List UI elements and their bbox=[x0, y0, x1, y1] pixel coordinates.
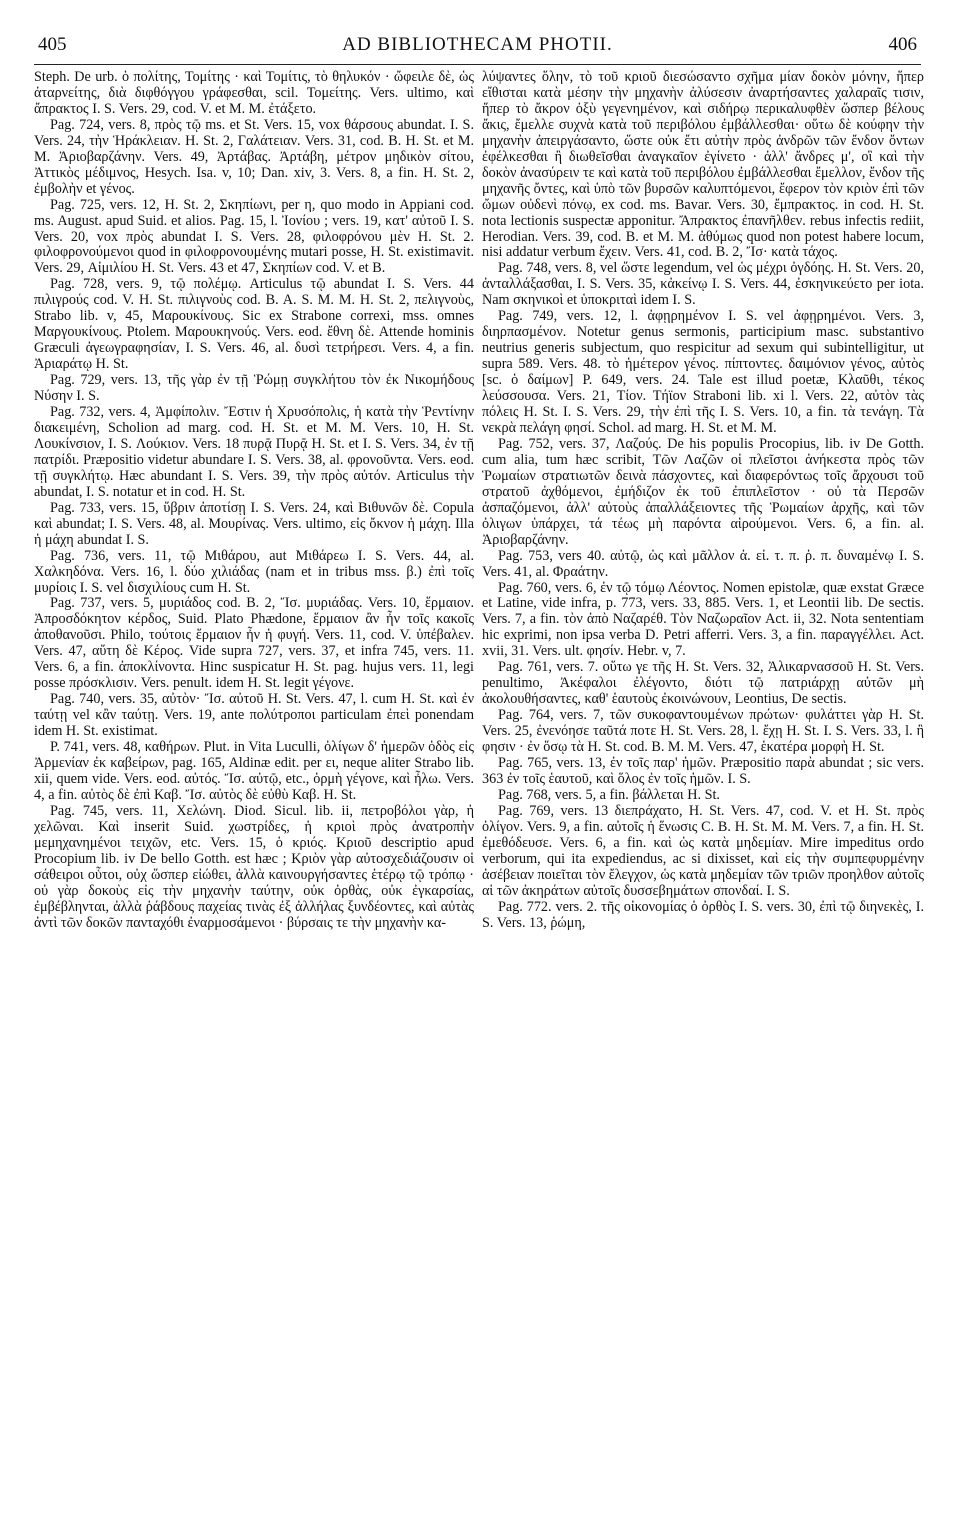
paragraph: Pag. 740, vers. 35, αὐτὸν· Ἴσ. αὐτοῦ H. St. Vers. 47, l. cum H. St. καὶ ἐν ταύτῃ vel κἂν ταύτῃ. Vers. 19, ante πολύτροποι particulam ἐπεὶ ponendam idem H. St. existimat. bbox=[34, 691, 474, 740]
paragraph: Pag. 772. vers. 2. τῆς οἰκονομίας ὁ ὀρθὸς I. S. vers. 30, ἐπὶ τῷ διηνεκὲς, I. S. Vers. 13, ῥώμη, bbox=[482, 898, 924, 931]
paragraph: Pag. 753, vers 40. αὐτῷ, ὡς καὶ μᾶλλον ἀ. εἰ. τ. π. ῥ. π. δυναμένῳ I. S. Vers. 41, al. Φραάτην. bbox=[482, 547, 924, 580]
paragraph: Pag. 736, vers. 11, τῷ Μιθάρου, aut Μιθάρεω I. S. Vers. 44, al. Χαλκηδόνα. Vers. 16, l. δύο χιλιάδας (nam et in tribus mss. β.) ἐπὶ τοῖς μυρίοις I. S. vel δισχιλίους cum H. St. bbox=[34, 547, 474, 596]
paragraph: Pag. 732, vers. 4, Ἀμφίπολιν. Ἔστιν ἡ Χρυσόπολις, ἡ κατὰ τὴν Ῥεντίνην διακειμένη, Scholion ad marg. cod. H. St. et M. M. Vers. 10, H. St. Λουκίνσιον, I. S. Λούκιον. Vers. 18 πυρᾷ Πυρᾷ H. St. et I. S. Vers. 34, ἐν τῇ πατρίδι. Præpositio videtur abundare I. S. Vers. 38, al. φρονοῦντα. Vers. eod. τῇ συγκλήτῳ. Hæc abundant I. S. Vers. 39, τὴν πρὸς αὐτόν. Articulus τὴν abundat, I. S. notatur et in cod. H. St. bbox=[34, 404, 474, 500]
right-column bbox=[482, 70, 924, 931]
paragraph: Pag. 769, vers. 13 διεπράχατο, H. St. Vers. 47, cod. V. et H. St. πρὸς ὀλίγον. Vers. 9, a fin. αὐτοῖς ἡ ἕνωσις C. B. H. St. M. M. Vers. 7, a fin. H. St. ἐμεθόδευσε. Vers. 6, a fin. καὶ ὡς κατὰ μηδεμίαν. Mire impeditus ordo verborum, qui ita expediendus, ac si dixisset, καὶ εἰς τὴν συμπεφυρμένην ἀσέβειαν ποιεῖται τὸν ἔλεγχον, ὡς κατὰ μηδεμίαν τῶν τριῶν προηλθον αὐτοῖς αἱ τῶν ἀκηράτων αὐτοῖς δυσσεβημάτων σπονδαί. I. S. bbox=[482, 802, 924, 899]
paragraph: Pag. 764, vers. 7, τῶν συκοφαντουμένων πρώτων· φυλάττει γὰρ H. St. Vers. 25, ἐνενόησε ταῦτά ποτε H. St. Vers. 28, l. ἔχῃ H. St. I. S. Vers. 33, l. ἢ φησιν · ἐν ὅσῳ τὰ H. St. cod. B. M. M. Vers. 47, ἑκατέρα μορφὴ H. St. bbox=[482, 707, 924, 756]
paragraph: Pag. 728, vers. 9, τῷ πολέμῳ. Articulus τῷ abundat I. S. Vers. 44 πιλιγρούς cod. V. H. St. πιλιγνοὺς cod. B. A. S. M. M. H. St. 2, πελιγνοὺς, Strabo lib. v, 45, Μαρουκίνους. Sic ex Strabone correxi, mss. omnes Μαργουκίνους. Ptolem. Μαρουκηνούς. Vers. eod. ἔθνη δὲ. Attende hominis Græculi ἀγεωγραφησίαν, I. S. Vers. 46, al. δυσὶ τετρήρεσι. Vers. 4, a fin. Ἀριαράτῳ H. St. bbox=[34, 276, 474, 373]
running-title: AD BIBLIOTHECAM PHOTII. bbox=[342, 34, 613, 55]
paragraph: P. 741, vers. 48, καθήρων. Plut. in Vita Luculli, ὀλίγων δ' ἡμερῶν ὁδὸς εἰς Ἀρμενίαν ἐκ καβείρων, pag. 165, Aldinæ edit. per ει, neque aliter Strabo lib. xii, quem vide. Vers. eod. αὐτός. Ἴσ. αὐτῷ, etc., ὁρμὴ γέγονε, καὶ ἦλω. Vers. 4, a fin. αὐτὸς δὲ ἐπὶ Καβ. Ἴσ. αὐτὸς δὲ εὐθὺ Καβ. H. St. bbox=[34, 739, 474, 803]
paragraph: Pag. 760, vers. 6, ἐν τῷ τόμῳ Λέοντος. Nomen epistolæ, quæ exstat Græce et Latine, vide infra, p. 773, vers. 33, 885. Vers. 1, et Leontii lib. De sectis. Vers. 7, a fin. τὸν ἀπὸ Ναζαρέθ. Τὸν Ναζωραῖον Act. ii, 32. Nota sententiam hic exprimi, non ipsa verba D. Petri afferri. Vers. 3, a fin. παραγγέλλει. Act. xvii, 31. Vers. ult. φησίν. Hebr. v, 7. bbox=[482, 579, 924, 660]
paragraph: Pag. 725, vers. 12, H. St. 2, Σκηπίωνι, per η, quo modo in Appiani cod. ms. August. apud Suid. et alios. Pag. 15, l. Ἰονίου ; vers. 19, κατ' αὐτοῦ I. S. Vers. 20, vox πρὸς abundat I. S. Vers. 28, φιλοφρόνου μὲν H. St. 2. φιλοφρονούμενοι quod in φιλοφρονουμένης mutari posse, H. St. existimavit. Vers. 29, Αἰμιλίου H. St. Vers. 43 et 47, Σκηπίων cod. V. et B. bbox=[34, 196, 474, 277]
paragraph: Pag. 745, vers. 11, Χελώνη. Diod. Sicul. lib. ii, πετροβόλοι γὰρ, ἡ χελῶναι. Καὶ inserit Suid. χωστρίδες, ἡ κριοὶ πρὸς ἀνατροπὴν μεμηχανημένοι τειχῶν, etc. Vers. 15, ὁ κριός. Κριοῦ descriptio apud Procopium lib. iv De bello Gotth. est hæc ; Κριὸν γὰρ αὐτοσχεδιάζουσιν οἱ σάθειροι οὗτοι, οὐχ ὥσπερ εἰώθει, ἀλλὰ καινουργήσαντες ἑτέρῳ τῷ τρόπῳ · οὐ γὰρ δοκοὺς εἰς τὴν μηχανὴν ταύτην, οὐκ ὀρθὰς, οὐκ ἐγκαρσίας, ἐμβέβληνται, ἀλλὰ ῥάβδους παχείας τινὰς ἐξ ἀλλήλας ξυνδέοντες, καὶ αὐτὰς ἀντὶ τῶν δοκῶν πανταχόθι ἐναρμοσάμενοι · βύρσαις τε τὴν μηχανὴν κα- bbox=[34, 802, 474, 931]
page-number-right: 406 bbox=[888, 34, 917, 55]
paragraph: Pag. 748, vers. 8, vel ὥστε legendum, vel ὡς μέχρι ὀγδόης. H. St. Vers. 20, ἀνταλλάξασθαι, I. S. Vers. 35, κἀκείνῳ I. S. Vers. 44, ἐσκηνικεύετο per iota. Nam σκηνικοὶ et ὑποκριταὶ idem I. S. bbox=[482, 260, 924, 309]
header-rule bbox=[34, 64, 921, 65]
paragraph: λύψαντες ὅλην, τὸ τοῦ κριοῦ διεσώσαντο σχῆμα μίαν δοκὸν μόνην, ἥπερ εἴθισται κατὰ μέσην τὴν μηχανὴν ἀλύσεσιν ἀναρτήσαντες χαλαραῖς τισιν, ἥπερ τὸ ἄκρον ὀξὺ γεγενημένον, καὶ σιδήρῳ περικαλυφθὲν ὥσπερ βέλους ἄκις, ἔμελλε συχνὰ κατὰ τοῦ περιβόλου ἐμβάλλεσθαι· οὕτω δὲ κούφην τὴν μηχανὴν ἀπειργάσαντο, ὥστε οὐκ ἔτι αὐτὴν πρὸς ἀνδρῶν τῶν ἔνδον ὄντων ἐφέλκεσθαι ἢ διωθεῖσθαι ἀναγκαῖον ἐγίνετο · ἀλλ' ἄνδρες μ', οἳ καὶ τὴν δοκὸν ἀνασύρειν τε καὶ κατὰ τοῦ περιβόλου ἐμβάλλεσθαι ἔμελλον, ἔνδον τῆς μηχανῆς ὄντες, καὶ ὑπὸ τῶν βυρσῶν καλυπτόμενοι, ἔφερον τὸν κριὸν ἐπὶ τῶν ὤμων οὐδενὶ πόνῳ, ex cod. ms. Bavar. Vers. 30, ἔμπρακτος. in cod. H. St. nota lectionis suspectæ apponitur. Ἄπρακτος ἐπανῆλθεν. rebus infectis rediit, Herodian. Vers. 39, cod. B. et M. M. ἀθύμως quod non potest habere locum, nisi addatur verbum ἔχειν. Vers. 41, cod. B. 2, Ἴσ· κατὰ τάχος. bbox=[482, 69, 924, 261]
paragraph: Pag. 733, vers. 15, ὕβριν ἀποτίσῃ I. S. Vers. 24, καὶ Βιθυνῶν δὲ. Copula καὶ abundat; I. S. Vers. 48, al. Μουρίνας. Vers. ultimo, εἰς ὄκνον ἡ μάχη. Illa ἡ μάχη abundat I. S. bbox=[34, 499, 474, 548]
paragraph: Pag. 768, vers. 5, a fin. βάλλεται H. St. bbox=[498, 786, 720, 803]
paragraph: Pag. 724, vers. 8, πρὸς τῷ ms. et St. Vers. 15, vox θάρσους abundat. I. S. Vers. 24, τὴν Ἡράκλειαν. H. St. 2, Γαλάτειαν. Vers. 31, cod. B. H. St. et M. M. Ἀριοβαρζάνην. Vers. 49, Ἀρτάβας. Ἀρτάβη, μέτρον μηδικὸν σίτου, Ἀττικὸς μέδιμνος, Hesych. Isa. v, 10; Dan. xiv, 3. Vers. 8, a fin. H. St. 2, ἐμβολὴν et γένος. bbox=[34, 116, 474, 197]
paragraph: Pag. 752, vers. 37, Λαζούς. De his populis Procopius, lib. iv De Gotth. cum alia, tum hæc scribit, Τῶν Λαζῶν οἱ πλεῖστοι ἀνήκεστα πρὸς τῶν Ῥωμαίων στρατιωτῶν δεινὰ πάσχοντες, καὶ διαφερόντως τοῖς ἄρχουσι τοῦ στρατοῦ ἀχθόμενοι, ἐμήδιζον ἐκ τοῦ ἐπιπλεῖστον · οὐ τὰ Περσῶν ἀσπαζόμενοι, ἀλλ' αὐτοὺς ἀπαλλάξειοντες τῆς Ῥωμαίων ἀρχῆς, καὶ τῶν ὀλιγων ὑπάρχει, τά τέως μὴ παρόντα αἱρούμενοι. Vers. 6, a fin. al. Ἀριοβαρζάνην. bbox=[482, 435, 924, 548]
paragraph: Steph. De urb. ὁ πολίτης, Τομίτης · καὶ Τομίτις, τὸ θηλυκόν · ὤφειλε δὲ, ὡς ἀταρνείτης, διὰ διφθόγγου γράφεσθαι, scil. Τομείτης. Vers. ultimo, καὶ ἄπρακτος I. S. Vers. 29, cod. V. et M. M. ἐτάξετο. bbox=[34, 69, 474, 117]
paragraph: Pag. 749, vers. 12, l. ἀφῃρημένον I. S. vel ἀφῃρημένοι. Vers. 3, διηρπασμένον. Notetur genus sermonis, participium masc. substantivo neutrius generis subjectum, quo respicitur ad sexum qui subintelligitur, ut supra 589. Vers. 48. τὸ ἡμέτερον γένος. πίπτοντες. δαιμόνιον γένος, αὐτὸς [sc. ὁ δαίμων] P. 649, vers. 24. Tale est illud poetæ, Κλαῦθι, τέκος λεύσσουσα. Vers. 21, Τίον. Τήϊον Straboni lib. xi l. Vers. 22, αὐτὸν τὰς πόλεις H. St. I. S. Vers. 29, τὴν ἐπὶ τῆς I. S. Vers. 10, a fin. τὰ τενάγη. Τὰ νεκρὰ πελάγη φησί. Schol. ad marg. H. St. et M. M. bbox=[482, 308, 924, 436]
paragraph: Pag. 765, vers. 13, ἐν τοῖς παρ' ἡμῶν. Præpositio παρὰ abundat ; sic vers. 363 ἐν τοῖς ἑαυτοῦ, καὶ ὅλος ἐν τοῖς ἡμῶν. I. S. bbox=[482, 754, 924, 787]
paragraph: Pag. 761, vers. 7. οὕτω γε τῆς H. St. Vers. 32, Ἀλικαρνασσοῦ H. St. Vers. penultimo, Ἀκέφαλοι ἐλέγοντο, διότι τῷ πατριάρχῃ αὐτῶν μὴ ἀκολουθήσαντες, καθ' ἑαυτοὺς ἐκοινώνουν, Leontius, De sectis. bbox=[482, 659, 924, 708]
left-column bbox=[34, 70, 474, 931]
paragraph: Pag. 729, vers. 13, τῆς γὰρ ἐν τῇ Ῥώμῃ συγκλήτου τὸν ἐκ Νικομήδους Νύσην I. S. bbox=[34, 372, 474, 405]
page-header bbox=[38, 34, 917, 64]
page-number-left: 405 bbox=[38, 34, 67, 55]
paragraph: Pag. 737, vers. 5, μυριάδος cod. B. 2, Ἴσ. μυριάδας. Vers. 10, ἕρμαιον. Ἀπροσδόκητον κέρδος, Suid. Plato Phædone, ἕρμαιον ἂν ἦν τοῖς κακοῖς ἀποθανοῦσι. Philo, τούτοις ἕρμαιον ἦν ἡ φυγή. Vers. 11, cod. V. ὑπέβαλεν. Vers. 47, αὕτη δὲ Κέρος. Vide supra 727, vers. 37, et infra 745, vers. 11. Vers. 6, a fin. ἀποκλίνοντα. Hinc suspicatur H. St. pag. hujus vers. 11, legi posse πρόσκλισιν. Vers. penult. idem H. St. legit γέγονε. bbox=[34, 595, 474, 692]
